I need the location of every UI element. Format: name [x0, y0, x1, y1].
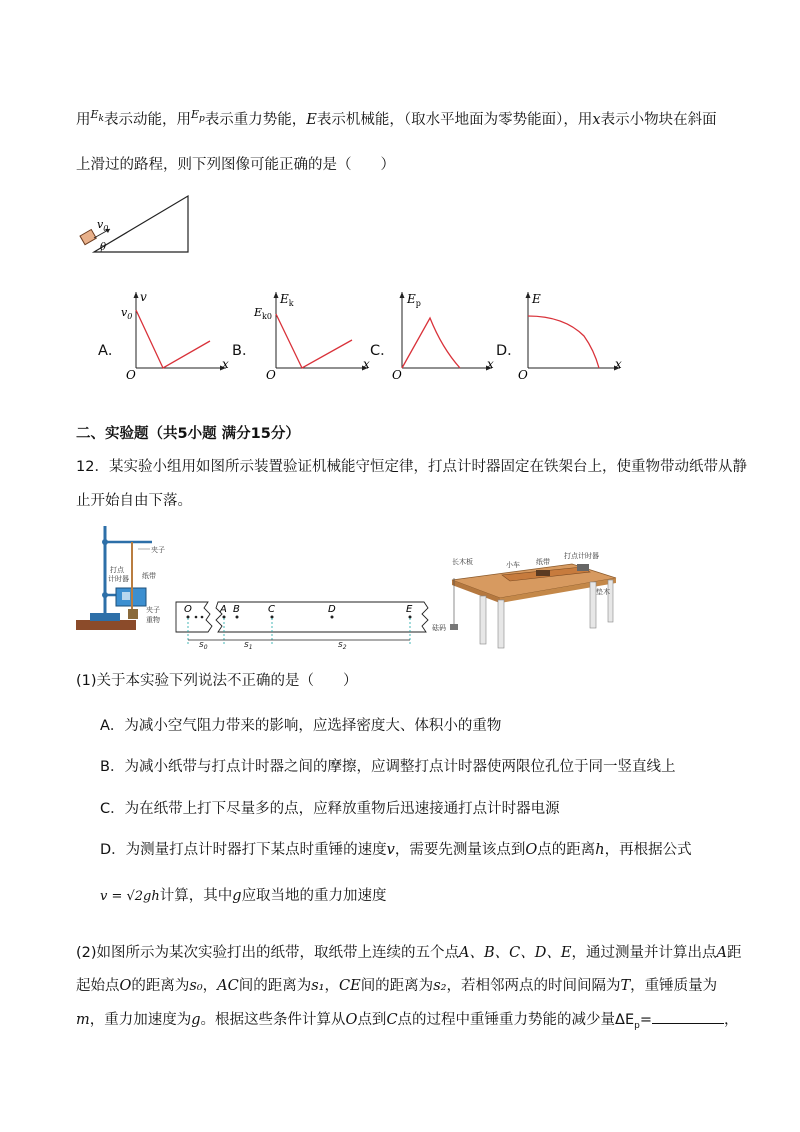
- p2-l3-g: g: [191, 1012, 201, 1028]
- p2-l3-m: m: [76, 1012, 90, 1028]
- formula-g: g: [232, 888, 242, 904]
- p2-l2-s1: s₁: [311, 978, 325, 994]
- label-table-timer: 打点计时器: [564, 552, 599, 560]
- p2-l1-a: (2)如图所示为某次实验打出的纸带，取纸带上连续的五个点: [76, 945, 460, 961]
- curve: [276, 314, 352, 368]
- y-arrowhead: [274, 292, 279, 298]
- x-axis-label: x: [363, 357, 370, 371]
- cart: [536, 570, 550, 576]
- p1-option-a: A．为减小空气阻力带来的影响，应选择密度大、体积小的重物: [100, 718, 502, 734]
- point-d: [331, 616, 334, 619]
- y-axis-label: $E_p$: [407, 292, 421, 308]
- tape-diagram: [176, 602, 428, 651]
- option-b-graph: [252, 288, 372, 380]
- tape-right: [216, 602, 428, 632]
- v0-label: $v_0$: [97, 218, 109, 233]
- p2-l3-c: 点到: [357, 1012, 387, 1028]
- p1-d-text-b: ，需要先测量该点到: [394, 842, 526, 858]
- intro-line-2: 上滑过的路程，则下列图像可能正确的是（ ）: [76, 157, 395, 173]
- x-axis-label: x: [222, 357, 229, 371]
- p2-l2-AC: AC: [217, 978, 239, 994]
- p2-l1-c: 距: [726, 945, 742, 961]
- p2-l3-O: O: [345, 1012, 358, 1028]
- y0-label: $v_0$: [121, 306, 133, 321]
- origin-label: O: [266, 368, 276, 380]
- p2-l3-end: ，: [724, 1012, 739, 1028]
- p2-line-2: [76, 974, 717, 995]
- p2-l1-b: ，通过测量并计算出点: [571, 945, 717, 961]
- tape-label-o: O: [184, 604, 192, 615]
- p1-option-b: B．为减小纸带与打点计时器之间的摩擦，应调整打点计时器使两限位孔位于同一竖直线上: [100, 759, 676, 775]
- cart-table: [432, 551, 616, 648]
- p2-l2-f: 间的距离为: [360, 978, 434, 994]
- p2-l2-e: ，: [324, 978, 339, 994]
- section-count: 5: [177, 426, 188, 442]
- origin-label: O: [392, 368, 402, 380]
- p1-d-text-c: 点的距离: [537, 842, 596, 858]
- s0-label: $s_0$: [199, 640, 208, 651]
- label-tape: 纸带: [142, 572, 156, 580]
- option-c-graph: [388, 288, 498, 380]
- p2-l3-a: ，重力加速度为: [89, 1012, 192, 1028]
- y-arrowhead: [134, 292, 139, 298]
- label-cart: 小车: [506, 561, 520, 569]
- p2-l2-T: T: [620, 978, 631, 994]
- tape-label-a: A: [220, 604, 227, 615]
- option-d-graph: [514, 288, 626, 380]
- p2-l3-e: =: [639, 1012, 653, 1028]
- p2-l2-s0: s₀: [189, 978, 203, 994]
- label-pad: 垫木: [596, 588, 610, 596]
- tape-label-c: C: [268, 604, 275, 615]
- tape-left: [176, 602, 212, 632]
- p2-l2-O: O: [119, 978, 132, 994]
- p1-option-c: C．为在纸带上打下尽量多的点，应释放重物后迅速接通打点计时器电源: [100, 801, 560, 817]
- p1-d-text-a: D．为测量打点计时器打下某点时重锤的速度: [100, 842, 387, 858]
- x-axis-label: x: [487, 357, 494, 371]
- angle-label: θ: [100, 242, 107, 253]
- x-axis-label: x: [615, 357, 622, 371]
- label-timer-1: 打点: [110, 566, 124, 574]
- intro-text-d: 表示机械能，（取水平地面为零势能面），用: [316, 112, 593, 128]
- p2-l3-d: 点的过程中重锤重力势能的减少量ΔE: [397, 1012, 635, 1028]
- curve: [528, 316, 599, 368]
- section-prefix: 二、实验题（共: [76, 426, 178, 442]
- y0-label: $E_{k0}$: [254, 306, 272, 321]
- table-leg: [480, 596, 486, 644]
- p2-l2-s2: s₂: [433, 978, 447, 994]
- origin-label: O: [518, 368, 528, 380]
- section-heading: [76, 422, 300, 443]
- label-weight: 重物: [146, 616, 160, 624]
- y-arrowhead: [526, 292, 531, 298]
- formula: v = √2gh: [100, 889, 160, 904]
- option-a-letter: A．: [98, 343, 123, 359]
- table-timer: [577, 564, 589, 571]
- incline-figure: [70, 192, 200, 257]
- p1-d-h: h: [595, 842, 605, 858]
- label-timer-2: 计时器: [108, 575, 129, 583]
- p2-l2-CE: CE: [339, 978, 361, 994]
- p1-option-d: [100, 838, 692, 859]
- p2-l3-sub: p: [634, 1020, 640, 1031]
- x-symbol: x: [592, 112, 601, 128]
- point-b: [236, 616, 239, 619]
- label-weights: 砝码: [432, 624, 446, 632]
- tape-label-b: B: [233, 604, 240, 615]
- section-suffix: 分）: [270, 426, 300, 442]
- p2-l1-A: A: [716, 945, 727, 961]
- answer-blank[interactable]: [652, 1009, 724, 1024]
- curve: [402, 318, 460, 368]
- p2-line-3: [76, 1008, 739, 1031]
- p1-d-o: O: [525, 842, 538, 858]
- option-c-letter: C．: [370, 343, 395, 359]
- y-axis-label: v: [140, 290, 147, 304]
- label-board: 长木板: [452, 558, 473, 566]
- stand-base: [76, 620, 136, 630]
- tape-label-d: D: [328, 604, 336, 615]
- p2-l3-b: 。根据这些条件计算从: [200, 1012, 346, 1028]
- option-a-graph: [118, 288, 230, 380]
- s1-label: $s_1$: [244, 640, 253, 651]
- label-clip-top: 夹子: [151, 546, 165, 554]
- formula-after-b: 应取当地的重力加速度: [241, 888, 387, 904]
- intro-text-c: 表示重力势能，: [204, 112, 307, 128]
- option-d-letter: D．: [496, 343, 522, 359]
- intro-text-a: 用: [76, 112, 91, 128]
- p2-l1-points: A、B、C、D、E: [459, 945, 572, 961]
- s2-label: $s_2$: [338, 640, 347, 651]
- y-axis-label: E: [532, 292, 541, 306]
- p2-l2-c: ，: [202, 978, 218, 994]
- q12-line-1: 12．某实验小组用如图所示装置验证机械能守恒定律，打点计时器固定在铁架台上，使重物带动纸带从静: [76, 459, 747, 475]
- y-axis-label: $E_k$: [280, 292, 294, 308]
- hanging-weight: [450, 624, 458, 630]
- intro-text-e: 表示小物块在斜面: [600, 112, 717, 128]
- ek-symbol: Ek: [90, 108, 104, 125]
- ep-symbol: Ep: [191, 108, 205, 125]
- tape-label-e: E: [406, 604, 413, 615]
- p1-stem: (1)关于本实验下列说法不正确的是（ ）: [76, 673, 358, 689]
- p2-l2-d: 间的距离为: [238, 978, 312, 994]
- p2-l2-b: 的距离为: [131, 978, 190, 994]
- p2-l3-C: C: [386, 1012, 398, 1028]
- p2-l2-g: ，若相邻两点的时间间隔为: [446, 978, 621, 994]
- intro-line-1: [76, 108, 717, 129]
- block: [80, 230, 96, 245]
- e-symbol: E: [306, 112, 317, 128]
- weight: [128, 609, 138, 619]
- intro-text-b: 表示动能，用: [104, 112, 191, 128]
- section-score: 15: [250, 426, 271, 442]
- label-table-tape: 纸带: [536, 558, 550, 566]
- section-middle: 小题 满分: [187, 426, 251, 442]
- p2-l2-h: ，重锤质量为: [630, 978, 718, 994]
- label-clip-bottom: 夹子: [146, 606, 160, 614]
- p1-d-text-d: ，再根据公式: [604, 842, 692, 858]
- q12-line-2: 止开始自由下落。: [76, 493, 192, 509]
- p2-line-1: [76, 941, 741, 962]
- y-arrowhead: [400, 292, 405, 298]
- experiment-figure: [72, 520, 620, 652]
- origin-label: O: [126, 368, 136, 380]
- p2-l2-a: 起始点: [76, 978, 120, 994]
- formula-after-a: 计算，其中: [159, 888, 233, 904]
- option-b-letter: B．: [232, 343, 257, 359]
- p1-d-v: v: [386, 842, 395, 858]
- curve: [136, 310, 210, 368]
- p1-formula-line: [100, 884, 387, 905]
- iron-stand: [76, 526, 165, 630]
